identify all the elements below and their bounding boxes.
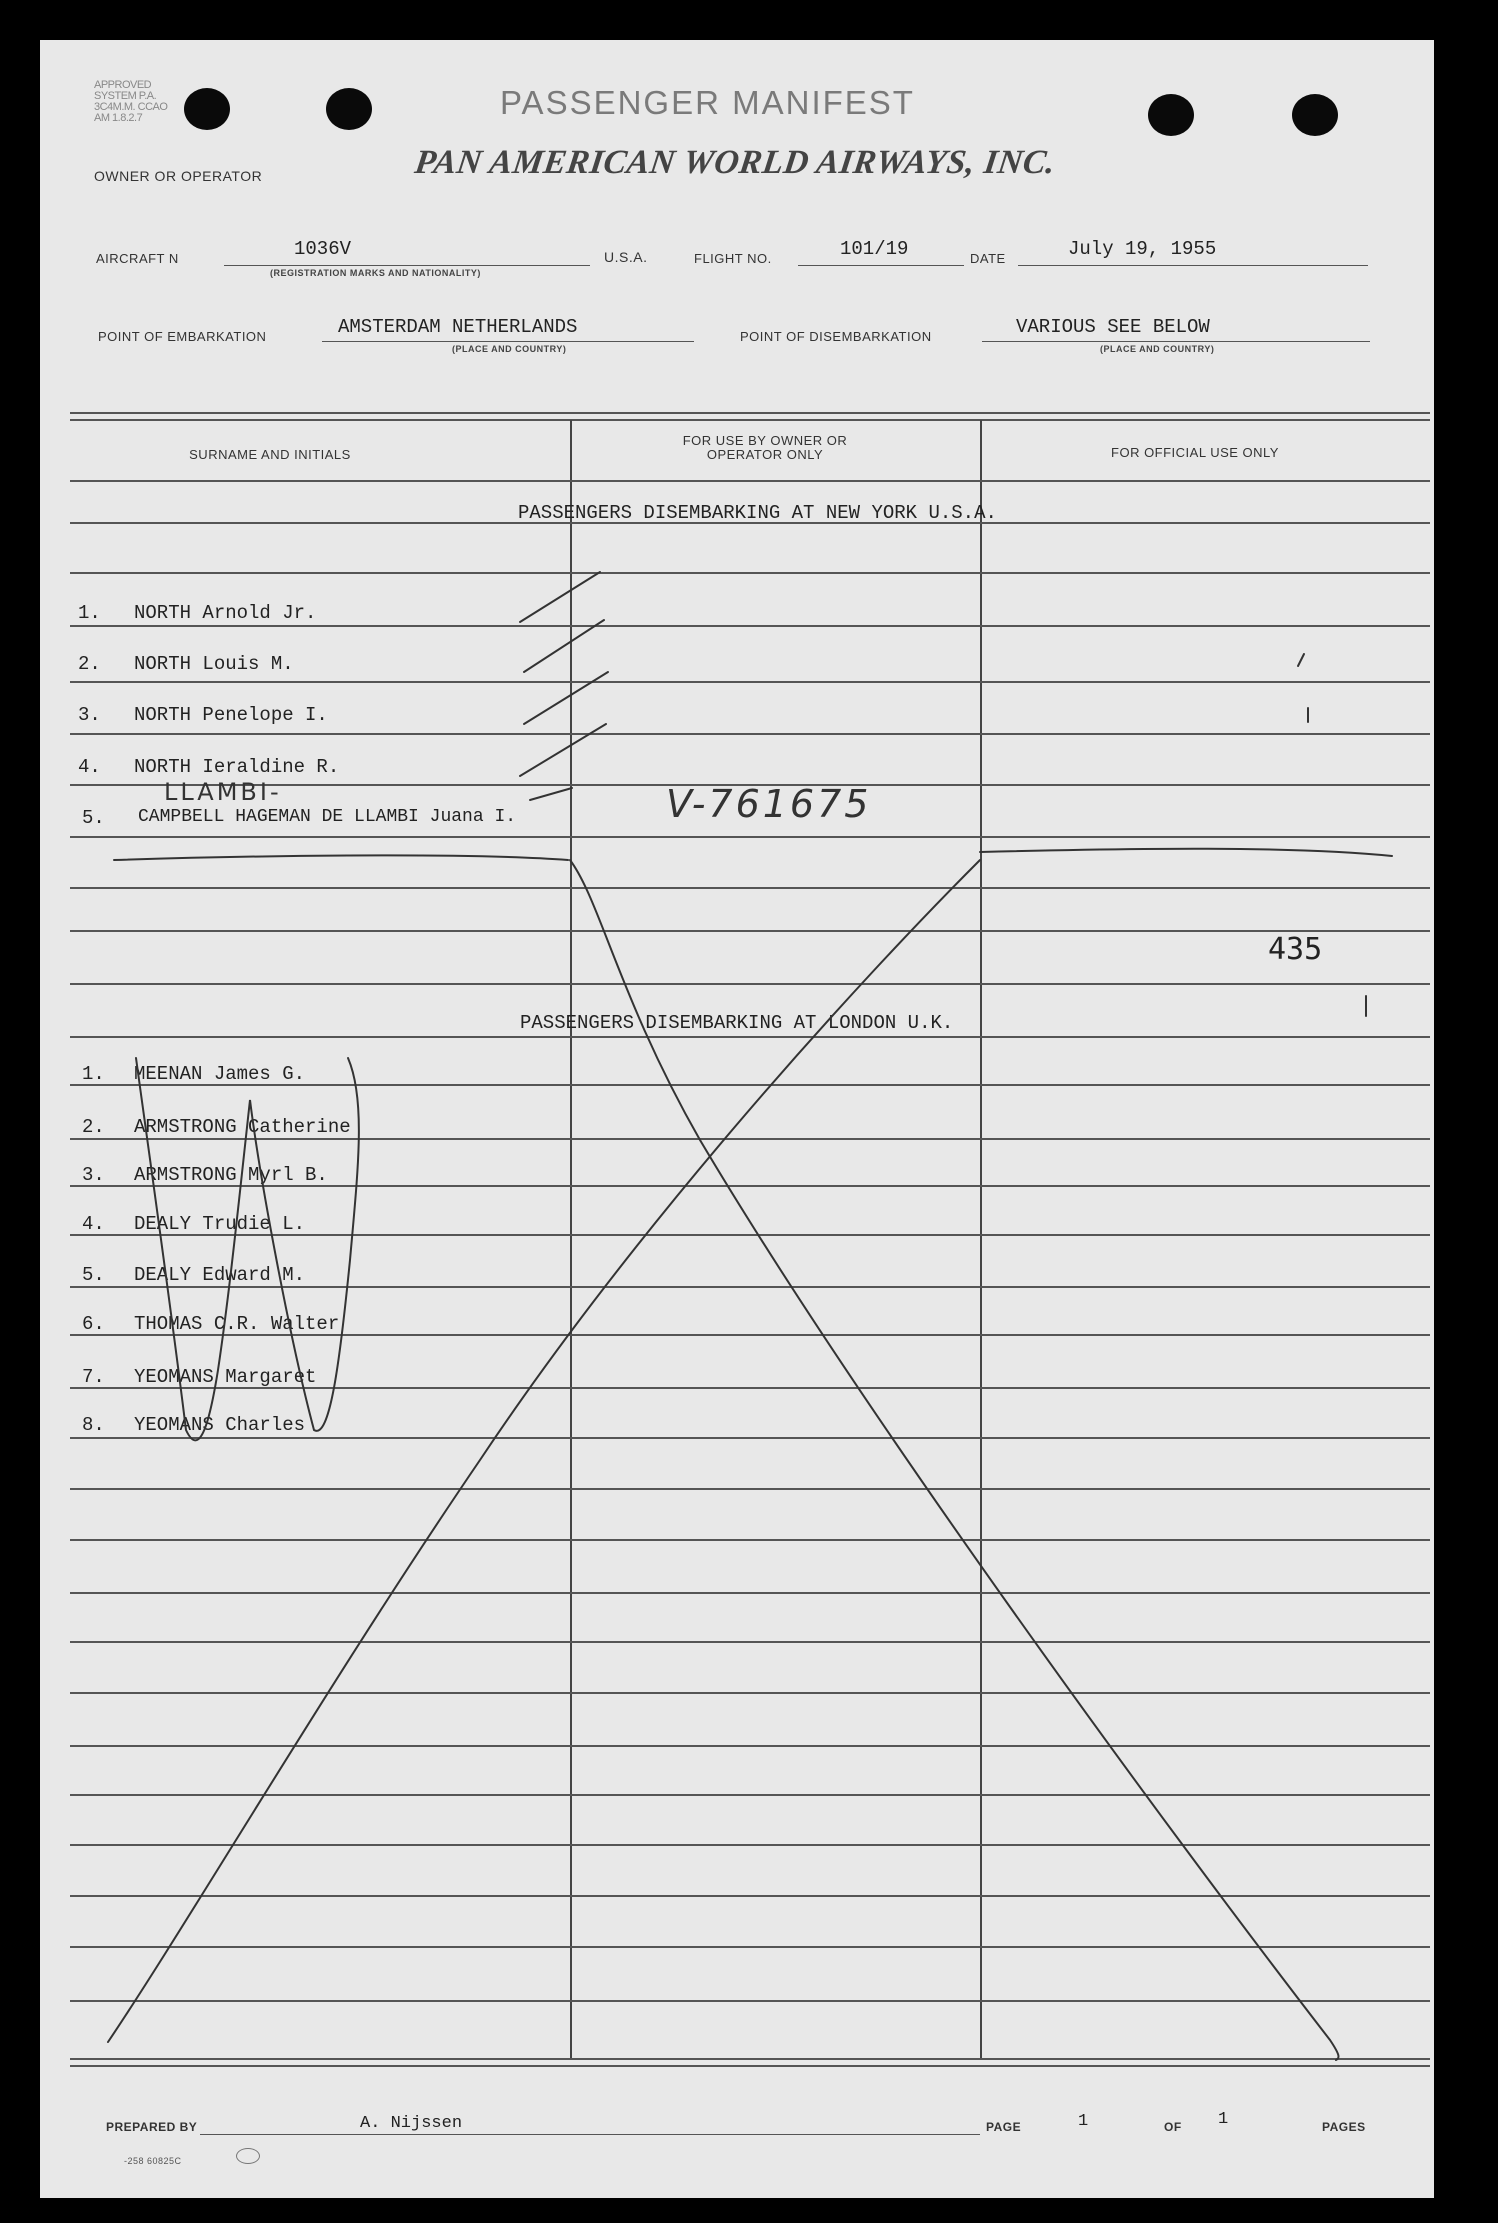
passenger-num: 2. (82, 1116, 105, 1138)
passenger-name: NORTH Ieraldine R. (134, 756, 340, 778)
flight-value: 101/19 (840, 238, 909, 260)
page-title: PASSENGER MANIFEST (500, 84, 915, 121)
cancel-line (108, 860, 980, 2042)
passenger-name: DEALY Edward M. (134, 1264, 306, 1286)
passenger-name: ARMSTRONG Catherine (134, 1116, 351, 1138)
strike-line (114, 855, 568, 860)
strike-line (980, 849, 1392, 856)
pages-label: PAGES (1322, 2120, 1366, 2134)
section-heading-new-york: PASSENGERS DISEMBARKING AT NEW YORK U.S.A. (518, 502, 997, 524)
section-heading-london: PASSENGERS DISEMBARKING AT LONDON U.K. (520, 1012, 954, 1034)
check-mark (520, 724, 606, 776)
handwritten-correction: LLAMBI- (164, 778, 282, 806)
disembarkation-sub: (PLACE AND COUNTRY) (1100, 344, 1215, 354)
handwritten-number: 435 (1268, 932, 1323, 967)
flight-label: FLIGHT NO. (694, 251, 772, 266)
aircraft-sub: (REGISTRATION MARKS AND NATIONALITY) (270, 268, 481, 278)
tick-mark (1298, 654, 1304, 666)
prepared-by-underline (200, 2134, 980, 2135)
passenger-num: 3. (82, 1164, 105, 1186)
embarkation-label: POINT OF EMBARKATION (98, 329, 267, 344)
col-surname-header: SURNAME AND INITIALS (189, 447, 351, 462)
of-value: 1 (1218, 2110, 1229, 2129)
form-code: -258 60825C (124, 2156, 182, 2166)
approval-stamp: APPROVED SYSTEM P.A. 3C4M.M. CCAO AM 1.8.2.7 (94, 79, 168, 124)
aircraft-label: AIRCRAFT N (96, 251, 179, 266)
check-mark (524, 672, 608, 724)
passenger-num: 5. (82, 807, 105, 829)
passenger-num: 1. (78, 602, 101, 624)
check-mark (530, 788, 572, 800)
disembarkation-label: POINT OF DISEMBARKATION (740, 329, 932, 344)
passenger-num: 3. (78, 704, 101, 726)
prepared-by-value: A. Nijssen (360, 2114, 463, 2133)
passenger-num: 6. (82, 1313, 105, 1335)
passenger-num: 5. (82, 1264, 105, 1286)
embarkation-sub: (PLACE AND COUNTRY) (452, 344, 567, 354)
check-mark (520, 572, 600, 622)
printed-in-usa-mark (236, 2148, 260, 2164)
passenger-name: DEALY Trudie L. (134, 1213, 306, 1235)
passenger-name: THOMAS C.R. Walter (134, 1313, 340, 1335)
col-official-header: FOR OFFICIAL USE ONLY (1111, 445, 1279, 460)
passenger-name: NORTH Penelope I. (134, 704, 328, 726)
disembarkation-value: VARIOUS SEE BELOW (1016, 316, 1210, 338)
aircraft-value: 1036V (294, 238, 352, 260)
prepared-by-label: PREPARED BY (106, 2120, 198, 2134)
of-label: OF (1164, 2120, 1182, 2134)
airline-name: PAN AMERICAN WORLD AIRWAYS, INC. (412, 144, 1058, 181)
passenger-name: MEENAN James G. (134, 1063, 306, 1085)
page-value: 1 (1078, 2112, 1089, 2131)
handwritten-visa-number: V-761675 (666, 782, 872, 826)
handwritten-strokes (40, 40, 1434, 2198)
passenger-name: CAMPBELL HAGEMAN DE LLAMBI Juana I. (138, 807, 517, 827)
passenger-num: 8. (82, 1414, 105, 1436)
manifest-sheet (40, 40, 1434, 2198)
passenger-name: YEOMANS Charles (134, 1414, 306, 1436)
date-value: July 19, 1955 (1068, 238, 1217, 260)
passenger-num: 4. (78, 756, 101, 778)
passenger-num: 4. (82, 1213, 105, 1235)
passenger-name: ARMSTRONG Myrl B. (134, 1164, 328, 1186)
embarkation-value: AMSTERDAM NETHERLANDS (338, 316, 578, 338)
page-label: PAGE (986, 2120, 1022, 2134)
passenger-name: NORTH Louis M. (134, 653, 294, 675)
passenger-name: YEOMANS Margaret (134, 1366, 317, 1388)
passenger-num: 2. (78, 653, 101, 675)
passenger-num: 1. (82, 1063, 105, 1085)
cancel-line (570, 860, 1338, 2060)
date-label: DATE (970, 251, 1006, 266)
cancel-loop (136, 1058, 359, 1440)
check-mark (524, 620, 604, 672)
passenger-name: NORTH Arnold Jr. (134, 602, 317, 624)
owner-label: OWNER OR OPERATOR (94, 168, 263, 184)
country-label: U.S.A. (604, 249, 648, 265)
passenger-num: 7. (82, 1366, 105, 1388)
col-owner-header: FOR USE BY OWNER OR OPERATOR ONLY (682, 433, 848, 462)
